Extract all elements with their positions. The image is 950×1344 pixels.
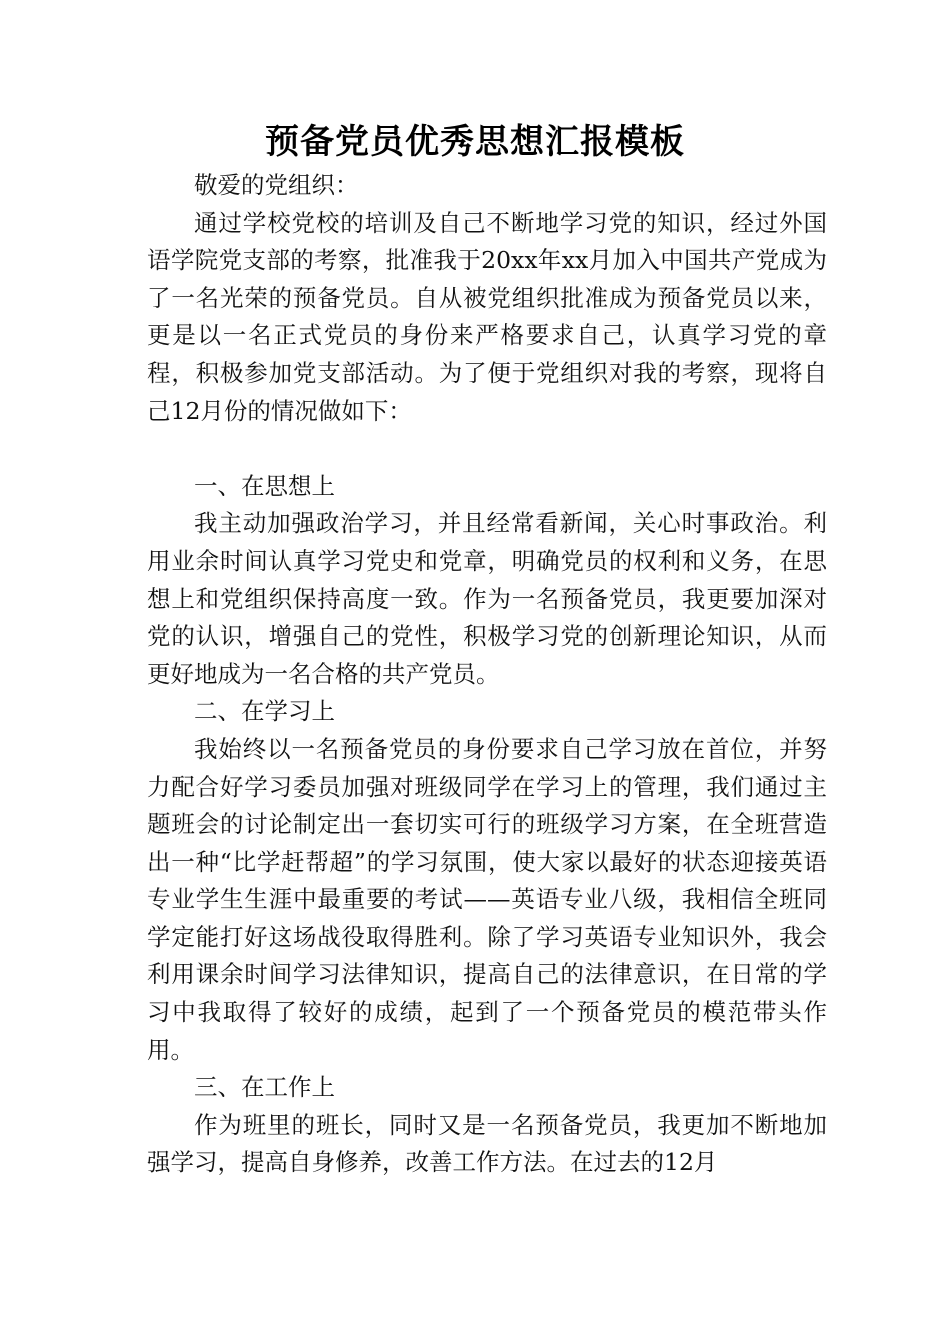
section-heading-study: 二、在学习上 <box>194 697 335 726</box>
section-text-thought: 我主动加强政治学习，并且经常看新闻，关心时事政治。利用业余时间认真学习党史和党章，明确党员的权利和义务，在思想上和党组织保持高度一致。作为一名预备党员，我更要加深对党的认识，增强自己的党性，积极学习党的创新理论知识，从而更好地成为一名合格的共产党员。 <box>147 509 827 688</box>
section-heading-work: 三、在工作上 <box>194 1073 335 1102</box>
document-body <box>147 167 827 1182</box>
blank-line <box>147 430 827 468</box>
section-text-work: 作为班里的班长，同时又是一名预备党员，我更加不断地加强学习，提高自身修养，改善工作方法。在过去的12月 <box>147 1110 827 1177</box>
document-title: 预备党员优秀思想汇报模板 <box>265 122 685 162</box>
intro-paragraph: 通过学校党校的培训及自己不断地学习党的知识，经过外国语学院党支部的考察，批准我于20xx年xx月加入中国共产党成为了一名光荣的预备党员。自从被党组织批准成为预备党员以来，更是以一名正式党员的身份来严格要求自己，认真学习党的章程，积极参加党支部活动。为了便于党组织对我的考察，现将自己12月份的情况做如下： <box>147 208 827 425</box>
section-heading-thought: 一、在思想上 <box>194 471 335 500</box>
section-text-study: 我始终以一名预备党员的身份要求自己学习放在首位，并努力配合好学习委员加强对班级同学在学习上的管理，我们通过主题班会的讨论制定出一套切实可行的班级学习方案，在全班营造出一种“比学赶帮超”的学习氛围，使大家以最好的状态迎接英语专业学生生涯中最重要的考试——英语专业八级，我相信全班同学定能打好这场战役取得胜利。除了学习英语专业知识外，我会利用课余时间学习法律知识，提高自己的法律意识，在日常的学习中我取得了较好的成绩，起到了一个预备党员的模范带头作用。 <box>147 734 827 1064</box>
greeting-line: 敬爱的党组织： <box>194 171 359 199</box>
